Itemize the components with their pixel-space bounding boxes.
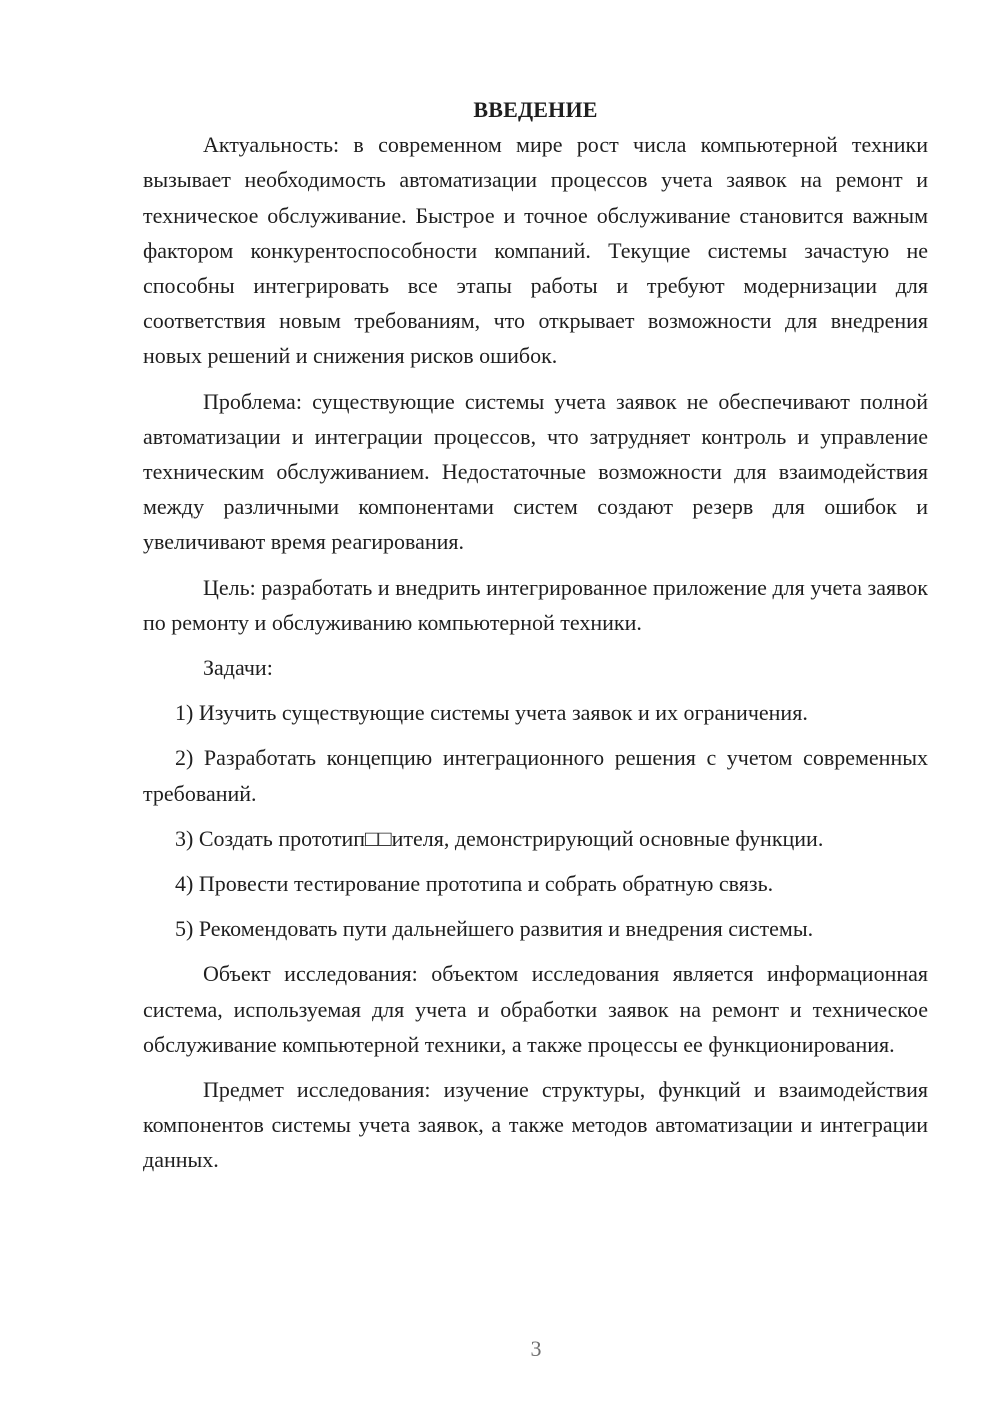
page-number: 3 (530, 1336, 542, 1361)
paragraph-subject: Предмет исследования: изучение структуры, функций и взаимодействия компонентов системы учета заявок, а также методов автоматизации и интеграции данных. (143, 1077, 928, 1173)
task-item-3: 3) Создать прототип□□ителя, демонстрирующий основные функции. (175, 825, 824, 851)
paragraph-object: Объект исследования: объектом исследования является информационная система, используемая для учета и обработки заявок на ремонт и техническое обслуживание компьютерной техники, а также процессы ее функционирования. (143, 961, 928, 1057)
paragraph-goal: Цель: разработать и внедрить интегрированное приложение для учета заявок по ремонту и обслуживанию компьютерной техники. (143, 574, 928, 635)
page-title: ВВЕДЕНИЕ (473, 97, 598, 122)
task-item-5: 5) Рекомендовать пути дальнейшего развития и внедрения системы. (175, 916, 814, 942)
page-body (143, 92, 928, 1178)
task-item-2: 2) Разработать концепцию интеграционного решения с учетом современных требований. (143, 745, 928, 806)
task-item-1: 1) Изучить существующие системы учета заявок и их ограничения. (175, 700, 808, 726)
paragraph-problem: Проблема: существующие системы учета заявок не обеспечивают полной автоматизации и интеграции процессов, что затрудняет контроль и управление техническим обслуживанием. Недостаточные возможности для взаимодействия между различными компонентами систем создают резерв для ошибок и увеличивают время реагирования. (143, 388, 928, 555)
task-item-4: 4) Провести тестирование прототипа и собрать обратную связь. (175, 871, 774, 897)
paragraph-relevance: Актуальность: в современном мире рост числа компьютерной техники вызывает необходимость автоматизации процессов учета заявок на ремонт и техническое обслуживание. Быстрое и точное обслуживание становится важным фактором конкурентоспособности компаний. Текущие системы зачастую не способны интегрировать все этапы работы и требуют модернизации для соответствия новым требованиям, что открывает возможности для внедрения новых решений и снижения рисков ошибок. (143, 132, 928, 369)
tasks-heading: Задачи: (203, 655, 273, 681)
